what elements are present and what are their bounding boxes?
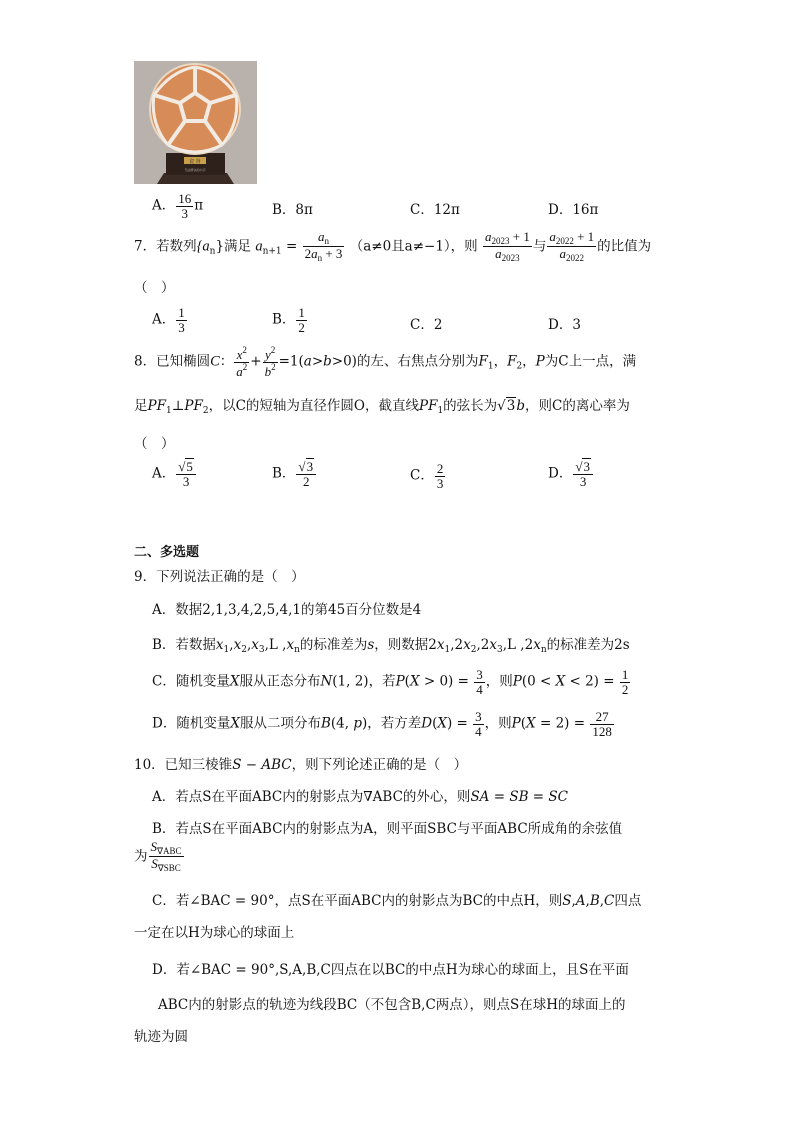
q9-option-d[interactable]: D．随机变量X服从二项分布B(4, p)，若方差D(X) = $\frac{3}{4}$ ，则P(X = 2) = $\frac{27}{128}$ — [152, 709, 612, 739]
q10-option-b-line1[interactable]: B．若点S在平面ABC内的射影点为A，则平面SBC与平面ABC所成角的余弦值 — [152, 821, 623, 837]
q10-option-d-line3: 轨迹为圆 — [134, 1029, 188, 1045]
ball-illustration — [134, 61, 257, 184]
q6-a-frac: $\frac{16}{3}$ — [178, 191, 192, 221]
q8-paren: （ ） — [134, 436, 175, 452]
q6-option-d[interactable]: D．16π — [548, 202, 599, 218]
q10-option-c-line2: 一定在以H为球心的球面上 — [134, 925, 295, 941]
q10-option-c-line1[interactable]: C．若∠BAC = 90°，点S在平面ABC内的射影点为BC的中点H，则S,A,B,C四点 — [152, 893, 642, 909]
q9-option-b[interactable]: B．若数据$x_1,x_2,x_3,L$ $,x_n$的标准差为s，则数据$2x_1,2x_2,2x_3,L$ $,2x_n$的标准差为2s — [152, 637, 630, 655]
q8-option-a[interactable]: A． $\frac{√5}{3}$ — [152, 460, 197, 488]
q8-option-b[interactable]: B． $\frac{√3}{2}$ — [272, 460, 317, 488]
q8-line1: 8．已知椭圆C： $\frac{x^2}{a^2}$ + $\frac{y^2}{b^2}$ =1(a>b>0)的左、右焦点分别为$F_1$，$F_2$，P为C上一点，满 — [134, 345, 637, 379]
q9-stem: 9．下列说法正确的是（ ） — [134, 569, 305, 585]
q10-option-b-line2: 为 $\frac{S_{\nabla ABC}}{S_{\nabla SBC}}$ — [134, 839, 182, 874]
q10-option-d-line1[interactable]: D．若∠BAC = 90°,S,A,B,C四点在以BC的中点H为球心的球面上，且S在平面 — [152, 962, 629, 978]
q8-option-c[interactable]: C． $\frac{2}{3}$ — [410, 461, 444, 491]
q7-option-a[interactable]: A． $\frac{1}{3}$ — [152, 305, 185, 335]
q7-paren: （ ） — [134, 280, 175, 296]
q9-option-c[interactable]: C．随机变量X服从正态分布N(1, 2)，若P(X > 0) = $\frac{3}{4}$ ，则P(0 < X < 2) = $\frac{1}{2}$ — [152, 667, 629, 697]
q7-option-b[interactable]: B． $\frac{1}{2}$ — [272, 305, 305, 335]
q7-option-d[interactable]: D．3 — [548, 317, 581, 333]
q6-option-b[interactable]: B．8π — [272, 202, 313, 218]
q10-option-a[interactable]: A．若点S在平面ABC内的射影点为∇ABC的外心，则SA = SB = SC — [152, 789, 568, 805]
q8-line2: 足$PF_1\perp PF_2$，以C的短轴为直径作圆O，截直线$PF_1$的弦长为√3b，则C的离心率为 — [134, 398, 630, 416]
q6-option-c[interactable]: C．12π — [410, 202, 460, 218]
q10-option-d-line2: ABC内的射影点的轨迹为线段BC（不包含B,C两点），则点S在球H的球面上的 — [158, 997, 626, 1013]
q7-stem: 7．若数列$\{a_n\}$满足 $a_{n+1}$ = $\frac{a_n}{2a_n + 3}$ （a≠0且a≠−1），则 $\frac{a_{2023} + 1}{a_{2023}}$ 与 $\frac{a_{2022} + 1}{a_{2022}}$ 的比值为 — [134, 229, 652, 264]
section-title: 二、多选题 — [134, 545, 200, 560]
q7-option-c[interactable]: C．2 — [410, 317, 443, 333]
figure-label: 瓷 肾 — [189, 159, 201, 165]
q6-option-a[interactable]: A． $\frac{16}{3}$ π — [152, 191, 204, 221]
q8-option-d[interactable]: D． $\frac{√3}{3}$ — [548, 460, 594, 488]
figure-caption: 无法辨认的小字 — [184, 168, 206, 172]
q9-option-a[interactable]: A．数据2,1,3,4,2,5,4,1的第45百分位数是4 — [152, 602, 422, 618]
q10-stem: 10．已知三棱锥S − ABC，则下列论述正确的是（ ） — [134, 757, 468, 773]
ball-figure — [134, 61, 257, 184]
